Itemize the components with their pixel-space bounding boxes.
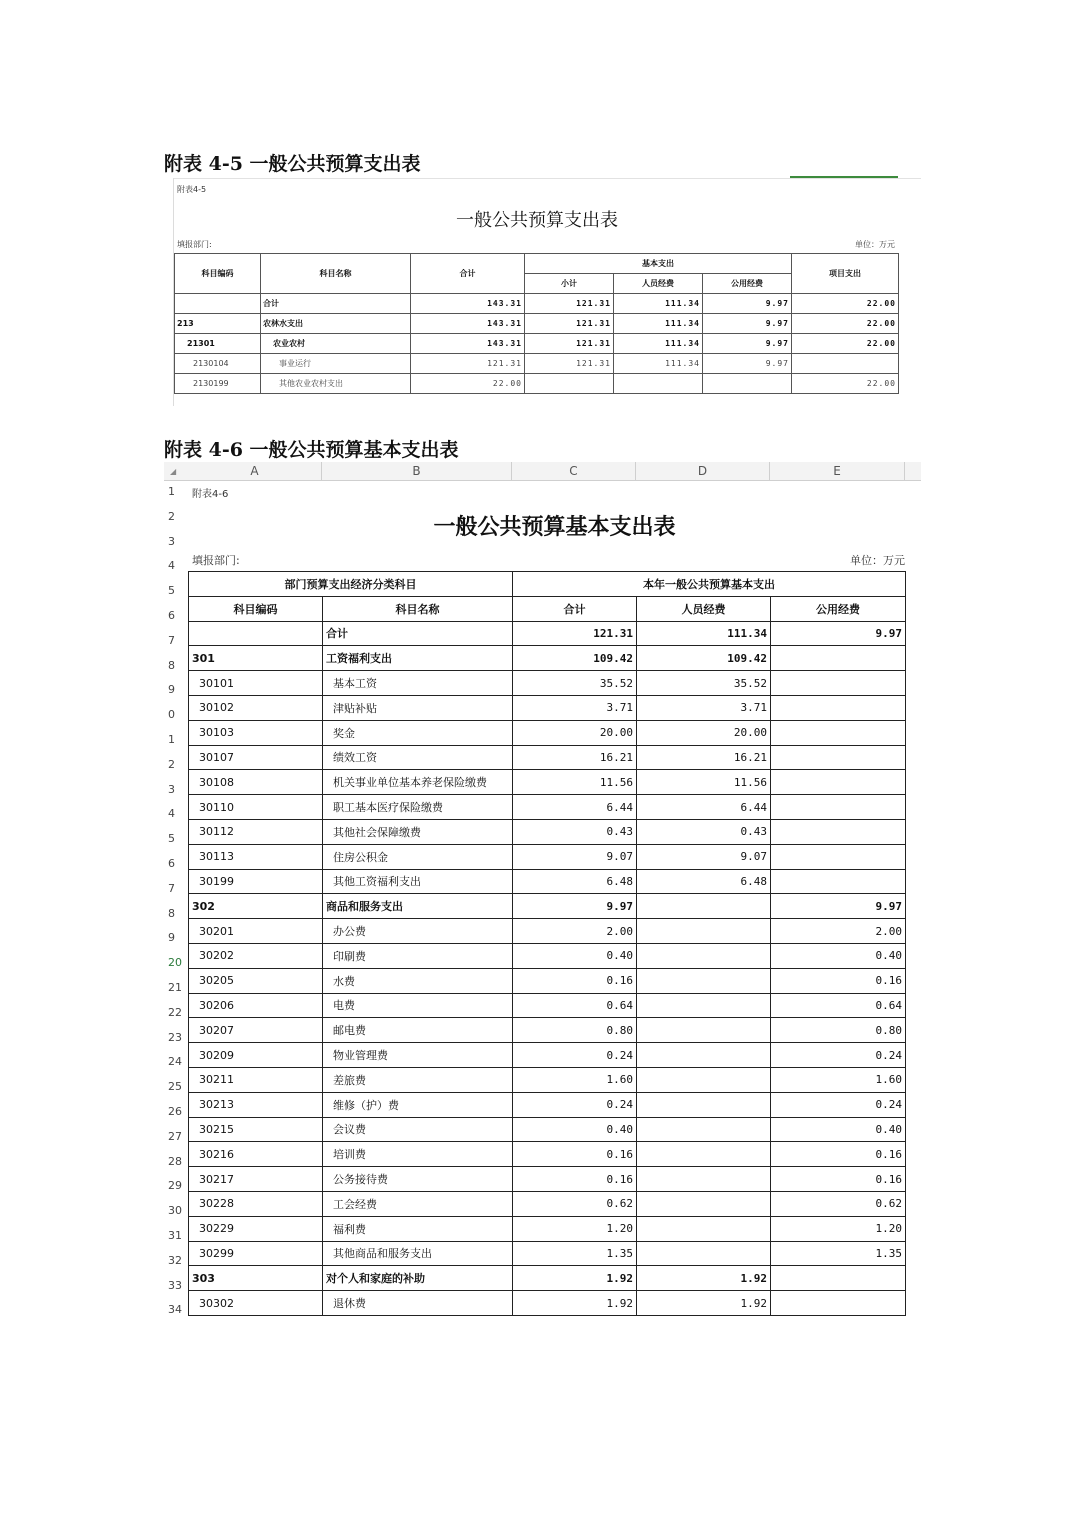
cell-public[interactable] <box>771 770 906 795</box>
table-row <box>189 1043 906 1068</box>
header-personnel[interactable]: 人员经费 <box>637 596 771 621</box>
row-header[interactable]: 1 <box>168 485 175 498</box>
header-group-basic[interactable]: 本年一般公共预算基本支出 <box>513 572 906 597</box>
cell-name: 农林水支出 <box>261 314 411 334</box>
cell-code[interactable]: 30228 <box>189 1191 323 1216</box>
cell-public: 9.97 <box>703 294 792 314</box>
cell-code[interactable]: 30207 <box>189 1018 323 1043</box>
cell-total[interactable]: 1.60 <box>513 1067 637 1092</box>
table-row <box>189 1241 906 1266</box>
cell-public[interactable] <box>771 646 906 671</box>
cell-code[interactable]: 30302 <box>189 1291 323 1316</box>
header-total: 合计 <box>411 254 525 294</box>
cell-name: 其他农业农村支出 <box>261 374 411 394</box>
cell-public[interactable]: 2.00 <box>771 919 906 944</box>
cell-name[interactable]: 福利费 <box>323 1216 513 1241</box>
row-header[interactable]: 7 <box>168 881 175 895</box>
cell-personnel[interactable] <box>637 1142 771 1167</box>
cell-public <box>703 374 792 394</box>
cell-name[interactable]: 机关事业单位基本养老保险缴费 <box>323 770 513 795</box>
cell-total[interactable]: 0.80 <box>513 1018 637 1043</box>
row-header[interactable]: 4 <box>168 807 175 821</box>
cell-personnel[interactable] <box>637 894 771 919</box>
cell-code[interactable]: 30209 <box>189 1043 323 1068</box>
table-title[interactable]: 一般公共预算基本支出表 <box>433 514 676 540</box>
cell-name[interactable]: 绩效工资 <box>323 745 513 770</box>
cell-public[interactable] <box>771 695 906 720</box>
cell-personnel: 111.34 <box>614 314 703 334</box>
cell-personnel <box>614 374 703 394</box>
row-header[interactable]: 24 <box>168 1055 182 1069</box>
cell-total: 22.00 <box>411 374 525 394</box>
cell-personnel: 111.34 <box>614 334 703 354</box>
cell-name[interactable]: 培训费 <box>323 1142 513 1167</box>
table-row <box>189 943 906 968</box>
table-row <box>189 671 906 696</box>
row-header[interactable]: 0 <box>168 708 175 722</box>
cell-personnel[interactable] <box>637 1241 771 1266</box>
cell-name: 事业运行 <box>261 354 411 374</box>
table-row <box>189 795 906 820</box>
cell-personnel[interactable] <box>637 1092 771 1117</box>
table-row <box>189 993 906 1018</box>
cell-personnel[interactable] <box>637 1043 771 1068</box>
cell-total[interactable]: 1.20 <box>513 1216 637 1241</box>
cell-total[interactable]: 1.35 <box>513 1241 637 1266</box>
cell-public[interactable] <box>771 869 906 894</box>
column-header-bar <box>164 462 921 481</box>
row-header[interactable]: 25 <box>168 1080 182 1094</box>
row-header[interactable]: 4 <box>168 559 175 573</box>
cell-personnel[interactable]: 6.44 <box>637 795 771 820</box>
cell-code: 2130104 <box>175 354 261 374</box>
cell-name[interactable]: 办公费 <box>323 919 513 944</box>
row-header[interactable]: 29 <box>168 1179 182 1193</box>
cell-code[interactable]: 30215 <box>189 1117 323 1142</box>
cell-project: 22.00 <box>792 334 899 354</box>
table-row <box>189 720 906 745</box>
cell-total[interactable]: 16.21 <box>513 745 637 770</box>
table-row <box>189 1216 906 1241</box>
table-row <box>189 844 906 869</box>
cell-code: 21301 <box>175 334 261 354</box>
cell-subtotal <box>525 374 614 394</box>
cell-total[interactable]: 35.52 <box>513 671 637 696</box>
table-row <box>189 1266 906 1291</box>
row-header[interactable]: 5 <box>168 832 175 846</box>
row-header[interactable]: 9 <box>168 683 175 697</box>
cell-name[interactable]: 津贴补贴 <box>323 695 513 720</box>
header-public: 公用经费 <box>703 274 792 294</box>
select-all-icon[interactable]: ◢ <box>170 467 177 476</box>
row-header[interactable]: 30 <box>168 1204 182 1218</box>
spreadsheet <box>164 462 921 1330</box>
column-header-e[interactable]: E <box>770 462 905 480</box>
cell-name[interactable]: 合计 <box>323 621 513 646</box>
table-row <box>189 646 906 671</box>
cell-name[interactable]: 其他工资福利支出 <box>323 869 513 894</box>
cell-public[interactable] <box>771 671 906 696</box>
header-basic: 基本支出 <box>525 254 792 274</box>
row-header[interactable]: 32 <box>168 1253 182 1267</box>
cell-total[interactable]: 0.40 <box>513 1117 637 1142</box>
cell-public[interactable] <box>771 1266 906 1291</box>
heading-table-4-6: 附表 4-6 一般公共预算基本支出表 <box>164 439 459 461</box>
row-header[interactable]: 27 <box>168 1129 182 1143</box>
cell-total[interactable]: 3.71 <box>513 695 637 720</box>
header-total[interactable]: 合计 <box>513 596 637 621</box>
cell-public[interactable]: 0.40 <box>771 1117 906 1142</box>
cell-public[interactable] <box>771 745 906 770</box>
cell-code[interactable]: 30202 <box>189 943 323 968</box>
cell-public[interactable]: 0.16 <box>771 1167 906 1192</box>
cell-public[interactable]: 0.24 <box>771 1043 906 1068</box>
cell-code[interactable]: 30211 <box>189 1067 323 1092</box>
cell-personnel[interactable]: 1.92 <box>637 1291 771 1316</box>
cell-code[interactable]: 303 <box>189 1266 323 1291</box>
cell-public[interactable] <box>771 844 906 869</box>
cell-code[interactable]: 30206 <box>189 993 323 1018</box>
table-row <box>189 695 906 720</box>
table-row <box>189 745 906 770</box>
cell-name[interactable]: 水费 <box>323 968 513 993</box>
row-header[interactable]: 1 <box>168 732 175 746</box>
header-public[interactable]: 公用经费 <box>771 596 906 621</box>
table-row <box>189 621 906 646</box>
cell-name[interactable]: 商品和服务支出 <box>323 894 513 919</box>
cell-name[interactable]: 维修（护）费 <box>323 1092 513 1117</box>
cell-project: 22.00 <box>792 374 899 394</box>
row-header[interactable]: 9 <box>168 931 175 945</box>
cell-public[interactable] <box>771 1291 906 1316</box>
cell-personnel[interactable]: 3.71 <box>637 695 771 720</box>
sheet-corner-label[interactable]: 附表4-6 <box>192 489 229 500</box>
row-header[interactable]: 6 <box>168 856 175 870</box>
cell-name[interactable]: 差旅费 <box>323 1067 513 1092</box>
cell-total: 143.31 <box>411 334 525 354</box>
row-header[interactable]: 6 <box>168 608 175 622</box>
cell-name: 农业农村 <box>261 334 411 354</box>
column-header-c[interactable]: C <box>512 462 636 480</box>
cell-personnel[interactable] <box>637 943 771 968</box>
cell-total[interactable]: 20.00 <box>513 720 637 745</box>
cell-personnel[interactable]: 111.34 <box>637 621 771 646</box>
cell-total[interactable]: 0.40 <box>513 943 637 968</box>
cell-code: 2130199 <box>175 374 261 394</box>
cell-total[interactable]: 9.07 <box>513 844 637 869</box>
cell-name[interactable]: 工会经费 <box>323 1191 513 1216</box>
cell-public[interactable]: 0.64 <box>771 993 906 1018</box>
cell-code[interactable]: 30110 <box>189 795 323 820</box>
cell-name[interactable]: 基本工资 <box>323 671 513 696</box>
divider <box>173 178 921 179</box>
table-title: 一般公共预算支出表 <box>456 210 618 231</box>
cell-personnel[interactable] <box>637 993 771 1018</box>
cell-code[interactable]: 30102 <box>189 695 323 720</box>
cell-subtotal: 121.31 <box>525 354 614 374</box>
row-header[interactable]: 20 <box>168 956 182 970</box>
cell-code <box>175 294 261 314</box>
cell-name[interactable]: 印刷费 <box>323 943 513 968</box>
cell-public[interactable]: 1.20 <box>771 1216 906 1241</box>
cell-name[interactable]: 电费 <box>323 993 513 1018</box>
table-4-5-image <box>173 176 921 408</box>
cell-subtotal: 121.31 <box>525 334 614 354</box>
table-row <box>189 770 906 795</box>
cell-total[interactable]: 0.24 <box>513 1092 637 1117</box>
column-header-a[interactable]: A <box>188 462 322 480</box>
header-group-classification[interactable]: 部门预算支出经济分类科目 <box>189 572 513 597</box>
cell-personnel[interactable]: 20.00 <box>637 720 771 745</box>
cell-code[interactable]: 302 <box>189 894 323 919</box>
cell-name: 合计 <box>261 294 411 314</box>
cell-public[interactable]: 9.97 <box>771 894 906 919</box>
cell-name[interactable]: 工资福利支出 <box>323 646 513 671</box>
cell-total[interactable]: 0.16 <box>513 1142 637 1167</box>
cell-code[interactable]: 30199 <box>189 869 323 894</box>
cell-personnel[interactable] <box>637 919 771 944</box>
cell-name[interactable]: 奖金 <box>323 720 513 745</box>
cell-total[interactable]: 109.42 <box>513 646 637 671</box>
cell-code[interactable]: 30213 <box>189 1092 323 1117</box>
row-header[interactable]: 8 <box>168 906 175 920</box>
table-row <box>189 1018 906 1043</box>
heading-table-4-5: 附表 4-5 一般公共预算支出表 <box>164 153 421 175</box>
cell-subtotal: 121.31 <box>525 294 614 314</box>
expenditure-table <box>174 253 899 394</box>
column-header-b[interactable]: B <box>322 462 512 480</box>
cell-personnel[interactable] <box>637 1167 771 1192</box>
column-header-d[interactable]: D <box>636 462 770 480</box>
cell-code[interactable]: 30113 <box>189 844 323 869</box>
cell-public[interactable]: 0.40 <box>771 943 906 968</box>
cell-personnel[interactable]: 1.92 <box>637 1266 771 1291</box>
cell-subtotal: 121.31 <box>525 314 614 334</box>
cell-code[interactable]: 30103 <box>189 720 323 745</box>
cell-public[interactable] <box>771 819 906 844</box>
table-row <box>189 1291 906 1316</box>
cell-code[interactable]: 30216 <box>189 1142 323 1167</box>
table-row <box>189 1092 906 1117</box>
cell-code[interactable]: 30112 <box>189 819 323 844</box>
row-header[interactable]: 2 <box>168 509 175 523</box>
cell-personnel[interactable]: 6.48 <box>637 869 771 894</box>
cell-personnel[interactable] <box>637 1191 771 1216</box>
table-row <box>189 968 906 993</box>
cell-code[interactable]: 30101 <box>189 671 323 696</box>
cell-total[interactable]: 0.62 <box>513 1191 637 1216</box>
table-row <box>189 919 906 944</box>
table-row <box>189 869 906 894</box>
cell-personnel[interactable]: 9.07 <box>637 844 771 869</box>
header-project: 项目支出 <box>792 254 899 294</box>
cell-code[interactable]: 301 <box>189 646 323 671</box>
cell-total[interactable]: 1.92 <box>513 1291 637 1316</box>
header-personnel: 人员经费 <box>614 274 703 294</box>
row-header[interactable]: 3 <box>168 782 175 796</box>
cell-name[interactable]: 会议费 <box>323 1117 513 1142</box>
cell-project: 22.00 <box>792 294 899 314</box>
cell-name[interactable]: 邮电费 <box>323 1018 513 1043</box>
selection-indicator <box>790 176 898 178</box>
cell-name[interactable]: 物业管理费 <box>323 1043 513 1068</box>
cell-public: 9.97 <box>703 354 792 374</box>
row-header[interactable]: 3 <box>168 534 175 548</box>
table-row <box>189 1142 906 1167</box>
row-header[interactable]: 22 <box>168 1005 182 1019</box>
cell-public[interactable]: 0.24 <box>771 1092 906 1117</box>
cell-name[interactable]: 对个人和家庭的补助 <box>323 1266 513 1291</box>
row-header-column <box>164 480 188 1323</box>
unit-label[interactable]: 单位：万元 <box>850 554 905 567</box>
header-code[interactable]: 科目编码 <box>189 596 323 621</box>
cell-name[interactable]: 退休费 <box>323 1291 513 1316</box>
row-header[interactable]: 2 <box>168 757 175 771</box>
cell-personnel[interactable]: 0.43 <box>637 819 771 844</box>
cell-total[interactable]: 11.56 <box>513 770 637 795</box>
row-header[interactable]: 21 <box>168 980 182 994</box>
header-code: 科目编码 <box>175 254 261 294</box>
cell-public[interactable]: 9.97 <box>771 621 906 646</box>
cell-personnel[interactable] <box>637 1067 771 1092</box>
cell-personnel[interactable] <box>637 968 771 993</box>
cell-public[interactable]: 0.16 <box>771 968 906 993</box>
table-row <box>189 819 906 844</box>
cell-name[interactable]: 公务接待费 <box>323 1167 513 1192</box>
cell-total[interactable]: 9.97 <box>513 894 637 919</box>
cell-code[interactable]: 30205 <box>189 968 323 993</box>
sheet-corner-label: 附表4-5 <box>177 185 207 194</box>
cell-personnel[interactable] <box>637 1018 771 1043</box>
table-row <box>189 894 906 919</box>
row-header[interactable]: 31 <box>168 1228 182 1242</box>
cell-code[interactable] <box>189 621 323 646</box>
table-row <box>189 1191 906 1216</box>
cell-total[interactable]: 0.43 <box>513 819 637 844</box>
table-row <box>189 1067 906 1092</box>
cell-name[interactable]: 住房公积金 <box>323 844 513 869</box>
header-name[interactable]: 科目名称 <box>323 596 513 621</box>
cell-public[interactable]: 0.16 <box>771 1142 906 1167</box>
cell-personnel[interactable] <box>637 1117 771 1142</box>
cell-total[interactable]: 0.64 <box>513 993 637 1018</box>
cell-personnel[interactable] <box>637 1216 771 1241</box>
row-header[interactable]: 23 <box>168 1030 182 1044</box>
cell-total: 143.31 <box>411 314 525 334</box>
cell-personnel: 111.34 <box>614 294 703 314</box>
cell-total: 121.31 <box>411 354 525 374</box>
cell-personnel[interactable]: 35.52 <box>637 671 771 696</box>
row-header[interactable]: 5 <box>168 584 175 598</box>
cell-code[interactable]: 30229 <box>189 1216 323 1241</box>
table-row <box>189 1167 906 1192</box>
unit-label: 单位：万元 <box>855 240 895 249</box>
cell-personnel[interactable]: 16.21 <box>637 745 771 770</box>
cell-code[interactable]: 30201 <box>189 919 323 944</box>
cell-code[interactable]: 30299 <box>189 1241 323 1266</box>
cell-public[interactable]: 1.60 <box>771 1067 906 1092</box>
dept-label[interactable]: 填报部门: <box>192 554 240 567</box>
cell-public: 9.97 <box>703 334 792 354</box>
cell-personnel[interactable]: 109.42 <box>637 646 771 671</box>
cell-total[interactable]: 6.48 <box>513 869 637 894</box>
row-header[interactable]: 26 <box>168 1104 182 1118</box>
cell-total[interactable]: 1.92 <box>513 1266 637 1291</box>
cell-name[interactable]: 其他社会保障缴费 <box>323 819 513 844</box>
row-header[interactable]: 34 <box>168 1303 182 1317</box>
cell-name[interactable]: 职工基本医疗保险缴费 <box>323 795 513 820</box>
cell-public[interactable] <box>771 720 906 745</box>
cell-total[interactable]: 0.16 <box>513 1167 637 1192</box>
cell-code[interactable]: 30107 <box>189 745 323 770</box>
cell-public[interactable] <box>771 795 906 820</box>
cell-total[interactable]: 2.00 <box>513 919 637 944</box>
row-header[interactable]: 7 <box>168 633 175 647</box>
cell-total[interactable]: 0.16 <box>513 968 637 993</box>
cell-project: 22.00 <box>792 314 899 334</box>
cell-total: 143.31 <box>411 294 525 314</box>
cell-code[interactable]: 30217 <box>189 1167 323 1192</box>
row-header[interactable]: 28 <box>168 1154 182 1168</box>
row-header[interactable]: 8 <box>168 658 175 672</box>
row-header[interactable]: 33 <box>168 1278 182 1292</box>
cell-public[interactable]: 1.35 <box>771 1241 906 1266</box>
cell-code: 213 <box>175 314 261 334</box>
cell-total[interactable]: 6.44 <box>513 795 637 820</box>
cell-name[interactable]: 其他商品和服务支出 <box>323 1241 513 1266</box>
basic-expenditure-table <box>188 571 906 1316</box>
table-row <box>189 1117 906 1142</box>
cell-total[interactable]: 121.31 <box>513 621 637 646</box>
header-subtotal: 小计 <box>525 274 614 294</box>
dept-label: 填报部门: <box>177 240 212 249</box>
cell-public[interactable]: 0.62 <box>771 1191 906 1216</box>
cell-public: 9.97 <box>703 314 792 334</box>
cell-code[interactable]: 30108 <box>189 770 323 795</box>
cell-personnel: 111.34 <box>614 354 703 374</box>
cell-total[interactable]: 0.24 <box>513 1043 637 1068</box>
cell-public[interactable]: 0.80 <box>771 1018 906 1043</box>
header-name: 科目名称 <box>261 254 411 294</box>
cell-personnel[interactable]: 11.56 <box>637 770 771 795</box>
cell-project <box>792 354 899 374</box>
